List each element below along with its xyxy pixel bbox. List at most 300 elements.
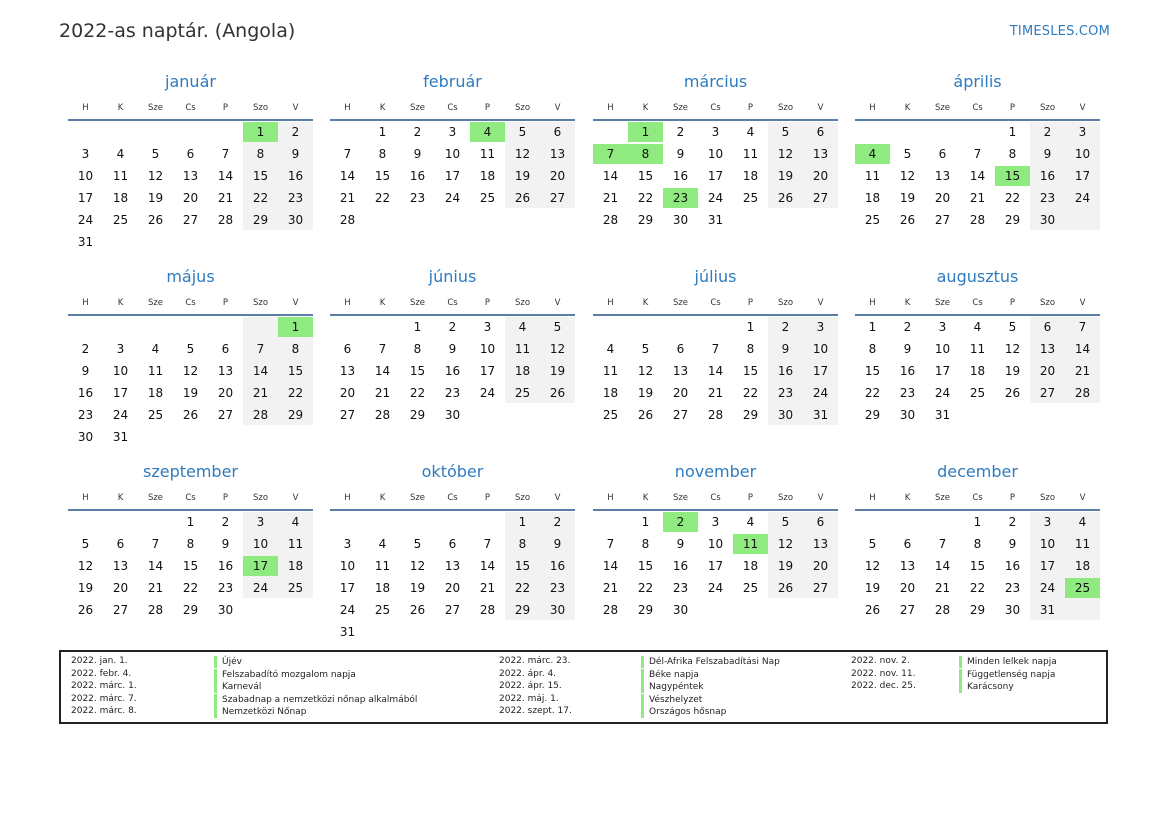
day-cell: 10 [1074,147,1091,161]
day-cell: 1 [973,515,982,529]
day-cell: 27 [899,603,916,617]
day-cell: 22 [409,386,426,400]
day-cell: 21 [1074,364,1091,378]
day-cell: 10 [934,342,951,356]
holiday-name: Szabadnap a nemzetközi nőnap alkalmából [214,694,417,706]
weekday-label: Szo [514,298,531,308]
weekday-label: Sze [672,103,689,113]
day-cell: 1 [868,320,877,334]
day-cell: 17 [934,364,951,378]
weekday-label: P [1009,493,1016,503]
day-cell: 15 [514,559,531,573]
day-cell: 24 [77,213,94,227]
weekday-label: K [379,103,386,113]
weekday-label: Cs [972,298,983,308]
day-cell: 9 [291,147,300,161]
weekday-label: Sze [147,298,164,308]
day-cell: 25 [742,581,759,595]
month-március [593,72,838,262]
day-cell: 19 [777,559,794,573]
day-cell: 22 [637,191,654,205]
day-cell: 11 [287,537,304,551]
day-cell: 28 [602,213,619,227]
day-cell: 18 [514,364,531,378]
day-cell: 9 [903,342,912,356]
day-cell: 8 [378,147,387,161]
day-cell: 10 [339,559,356,573]
month-július [593,267,838,457]
day-cell: 17 [444,169,461,183]
day-cell: 26 [147,213,164,227]
day-cell: 24 [112,408,129,422]
day-cell: 10 [707,537,724,551]
month-title: május [166,267,215,286]
day-cell: 27 [1039,386,1056,400]
day-cell: 14 [602,169,619,183]
day-cell: 26 [182,408,199,422]
day-cell: 1 [413,320,422,334]
header-divider [68,119,313,121]
weekday-label: H [82,298,89,308]
weekday-label: K [642,298,649,308]
day-cell: 18 [1074,559,1091,573]
day-cell: 23 [77,408,94,422]
day-cell: 27 [672,408,689,422]
day-cell: 3 [816,320,825,334]
day-cell: 13 [934,169,951,183]
weekday-header [855,298,1100,312]
day-cell: 25 [287,581,304,595]
day-cell: 20 [444,581,461,595]
month-title: április [953,72,1002,91]
day-cell: 13 [112,559,129,573]
holiday-list [59,650,1108,724]
day-cell: 17 [112,386,129,400]
site-link[interactable]: TIMESLES.COM [1009,24,1110,39]
month-title: október [421,462,484,481]
holiday-date: 2022. jan. 1. [71,656,128,666]
day-cell: 5 [1008,320,1017,334]
weekday-label: H [82,103,89,113]
month-szeptember [68,462,313,652]
day-cell: 22 [864,386,881,400]
holiday-name: Nemzetközi Nőnap [214,706,306,718]
day-cell: 4 [378,537,387,551]
day-cell: 21 [479,581,496,595]
day-cell: 30 [549,603,566,617]
day-cell: 4 [116,147,125,161]
holiday-name: Országos hősnap [641,706,726,718]
day-cell: 31 [812,408,829,422]
day-cell: 23 [549,581,566,595]
weekday-label: K [379,493,386,503]
day-cell: 21 [707,386,724,400]
day-cell: 17 [77,191,94,205]
day-cell: 16 [217,559,234,573]
day-cell: 27 [339,408,356,422]
day-cell: 27 [112,603,129,617]
day-cell: 12 [147,169,164,183]
day-cell: 18 [479,169,496,183]
day-cell: 13 [1039,342,1056,356]
day-cell: 17 [707,559,724,573]
day-cell: 26 [777,191,794,205]
day-cell: 24 [1039,581,1056,595]
day-cell: 21 [339,191,356,205]
day-cell: 23 [409,191,426,205]
day-cell: 17 [707,169,724,183]
day-cell: 18 [969,364,986,378]
day-cell: 10 [812,342,829,356]
weekday-header [855,103,1100,117]
day-grid [855,122,1100,254]
weekday-label: H [869,103,876,113]
day-cell: 22 [514,581,531,595]
weekday-label: V [817,298,824,308]
day-cell: 13 [444,559,461,573]
day-cell: 15 [742,364,759,378]
weekday-label: Szo [514,493,531,503]
weekday-label: K [904,298,911,308]
day-cell: 29 [864,408,881,422]
day-cell: 31 [339,625,356,639]
day-grid [68,317,313,449]
day-cell: 28 [934,603,951,617]
weekday-label: P [484,298,491,308]
day-cell: 25 [969,386,986,400]
day-cell: 27 [812,581,829,595]
day-cell: 12 [1004,342,1021,356]
day-cell: 27 [444,603,461,617]
month-title: augusztus [936,267,1019,286]
day-cell: 18 [112,191,129,205]
day-cell: 5 [781,125,790,139]
day-cell: 8 [973,537,982,551]
day-cell: 1 [1008,125,1017,139]
day-cell: 14 [934,559,951,573]
day-cell: 22 [374,191,391,205]
day-cell: 20 [1039,364,1056,378]
day-cell: 19 [864,581,881,595]
weekday-label: H [344,298,351,308]
header-divider [330,314,575,316]
day-cell: 7 [221,147,230,161]
day-cell: 26 [864,603,881,617]
weekday-header [593,103,838,117]
weekday-label: Cs [710,103,721,113]
day-cell: 27 [217,408,234,422]
weekday-label: P [222,103,229,113]
day-cell: 10 [444,147,461,161]
day-cell: 11 [742,147,759,161]
day-cell: 28 [479,603,496,617]
holiday-day: 17 [243,556,278,576]
holiday-date: 2022. máj. 1. [499,693,559,704]
day-cell: 8 [518,537,527,551]
day-cell: 13 [217,364,234,378]
day-cell: 24 [812,386,829,400]
day-cell: 27 [182,213,199,227]
weekday-label: V [1079,103,1086,113]
day-cell: 27 [549,191,566,205]
day-cell: 24 [1074,191,1091,205]
day-cell: 9 [1043,147,1052,161]
day-cell: 9 [553,537,562,551]
day-cell: 29 [637,213,654,227]
day-cell: 24 [444,191,461,205]
holiday-day: 1 [628,122,663,142]
day-cell: 7 [938,537,947,551]
day-cell: 15 [252,169,269,183]
weekday-label: Cs [972,493,983,503]
day-cell: 3 [1078,125,1087,139]
month-január [68,72,313,262]
day-cell: 14 [374,364,391,378]
weekday-label: V [1079,298,1086,308]
day-cell: 2 [448,320,457,334]
day-cell: 4 [746,515,755,529]
weekday-label: Cs [972,103,983,113]
day-cell: 29 [252,213,269,227]
day-cell: 31 [707,213,724,227]
month-június [330,267,575,457]
day-grid [68,512,313,644]
holiday-date: 2022. dec. 25. [851,681,916,691]
day-cell: 3 [483,320,492,334]
weekday-label: H [607,493,614,503]
weekday-header [68,493,313,507]
weekday-label: H [869,493,876,503]
day-cell: 30 [77,430,94,444]
header-divider [330,509,575,511]
weekday-label: Cs [710,298,721,308]
day-cell: 24 [252,581,269,595]
day-cell: 25 [514,386,531,400]
holiday-name: Béke napja [641,669,699,681]
holiday-name: Újév [214,656,242,668]
day-cell: 20 [217,386,234,400]
day-cell: 30 [444,408,461,422]
day-cell: 10 [77,169,94,183]
weekday-header [330,103,575,117]
day-cell: 11 [479,147,496,161]
weekday-label: Sze [409,103,426,113]
holiday-date: 2022. márc. 23. [499,656,571,666]
weekday-label: Sze [147,103,164,113]
weekday-label: P [747,103,754,113]
day-cell: 4 [746,125,755,139]
day-cell: 9 [676,537,685,551]
day-cell: 24 [479,386,496,400]
day-cell: 26 [637,408,654,422]
day-cell: 21 [602,581,619,595]
weekday-label: V [292,493,299,503]
day-cell: 14 [1074,342,1091,356]
day-cell: 23 [777,386,794,400]
day-cell: 24 [934,386,951,400]
day-cell: 8 [413,342,422,356]
day-cell: 11 [602,364,619,378]
day-cell: 26 [1004,386,1021,400]
day-cell: 8 [1008,147,1017,161]
day-cell: 30 [777,408,794,422]
month-title: február [423,72,482,91]
day-cell: 15 [637,559,654,573]
day-cell: 5 [641,342,650,356]
weekday-label: Szo [252,298,269,308]
holiday-day: 4 [470,122,505,142]
day-cell: 2 [903,320,912,334]
weekday-header [68,103,313,117]
day-cell: 2 [291,125,300,139]
weekday-label: H [869,298,876,308]
day-cell: 30 [1004,603,1021,617]
day-cell: 5 [553,320,562,334]
day-cell: 23 [672,581,689,595]
day-cell: 30 [672,603,689,617]
weekday-label: P [1009,103,1016,113]
weekday-label: H [607,103,614,113]
day-cell: 7 [973,147,982,161]
day-cell: 29 [742,408,759,422]
day-cell: 6 [816,515,825,529]
month-december [855,462,1100,652]
day-cell: 5 [413,537,422,551]
day-cell: 30 [217,603,234,617]
day-cell: 28 [602,603,619,617]
day-cell: 6 [448,537,457,551]
day-cell: 24 [707,191,724,205]
day-cell: 3 [1043,515,1052,529]
day-cell: 23 [444,386,461,400]
weekday-label: V [554,298,561,308]
day-cell: 7 [343,147,352,161]
day-cell: 17 [479,364,496,378]
day-cell: 14 [969,169,986,183]
day-cell: 6 [116,537,125,551]
weekday-label: P [1009,298,1016,308]
day-cell: 12 [637,364,654,378]
header-divider [593,119,838,121]
weekday-label: Sze [934,298,951,308]
month-május [68,267,313,457]
holiday-name: Nagypéntek [641,681,704,693]
day-grid [593,512,838,644]
weekday-label: Sze [934,493,951,503]
day-cell: 23 [287,191,304,205]
day-cell: 6 [903,537,912,551]
day-cell: 11 [514,342,531,356]
holiday-name: Minden lelkek napja [959,656,1057,668]
day-cell: 14 [217,169,234,183]
day-cell: 29 [409,408,426,422]
day-cell: 20 [182,191,199,205]
day-cell: 29 [287,408,304,422]
header-divider [593,509,838,511]
weekday-label: Cs [185,103,196,113]
day-cell: 29 [1004,213,1021,227]
day-cell: 9 [781,342,790,356]
day-cell: 1 [518,515,527,529]
holiday-day: 2 [663,512,698,532]
day-grid [855,512,1100,644]
day-cell: 13 [899,559,916,573]
day-cell: 6 [1043,320,1052,334]
day-cell: 17 [1074,169,1091,183]
day-cell: 21 [934,581,951,595]
day-cell: 9 [81,364,90,378]
day-cell: 12 [549,342,566,356]
day-cell: 8 [291,342,300,356]
day-cell: 6 [816,125,825,139]
day-cell: 4 [518,320,527,334]
day-cell: 10 [707,147,724,161]
weekday-label: Cs [185,493,196,503]
day-cell: 18 [374,581,391,595]
day-cell: 8 [641,537,650,551]
weekday-label: K [904,493,911,503]
day-cell: 20 [549,169,566,183]
day-cell: 16 [672,169,689,183]
month-title: január [165,72,216,91]
day-cell: 16 [444,364,461,378]
day-cell: 12 [864,559,881,573]
day-cell: 14 [602,559,619,573]
day-cell: 15 [409,364,426,378]
day-grid [593,122,838,254]
weekday-label: Szo [777,298,794,308]
day-cell: 5 [903,147,912,161]
day-cell: 16 [899,364,916,378]
day-cell: 15 [374,169,391,183]
day-cell: 26 [777,581,794,595]
weekday-label: V [292,298,299,308]
day-cell: 4 [291,515,300,529]
weekday-header [330,298,575,312]
day-cell: 7 [1078,320,1087,334]
day-cell: 25 [742,191,759,205]
day-cell: 2 [781,320,790,334]
day-cell: 16 [549,559,566,573]
day-cell: 12 [514,147,531,161]
day-cell: 17 [339,581,356,595]
day-cell: 1 [378,125,387,139]
day-cell: 3 [711,125,720,139]
holiday-date: 2022. ápr. 4. [499,668,557,679]
day-cell: 8 [186,537,195,551]
day-cell: 24 [339,603,356,617]
day-cell: 14 [707,364,724,378]
holiday-date: 2022. nov. 2. [851,656,910,666]
weekday-label: Szo [1039,298,1056,308]
day-cell: 23 [1039,191,1056,205]
weekday-label: Cs [447,298,458,308]
day-grid [330,317,575,449]
day-cell: 9 [221,537,230,551]
day-cell: 20 [812,169,829,183]
day-cell: 19 [409,581,426,595]
day-cell: 10 [1039,537,1056,551]
day-cell: 8 [256,147,265,161]
day-cell: 3 [343,537,352,551]
day-cell: 1 [186,515,195,529]
holiday-date: 2022. ápr. 15. [499,681,562,691]
weekday-label: P [222,298,229,308]
day-cell: 22 [252,191,269,205]
day-cell: 5 [518,125,527,139]
page-title: 2022-as naptár. (Angola) [59,20,296,42]
day-cell: 28 [1074,386,1091,400]
